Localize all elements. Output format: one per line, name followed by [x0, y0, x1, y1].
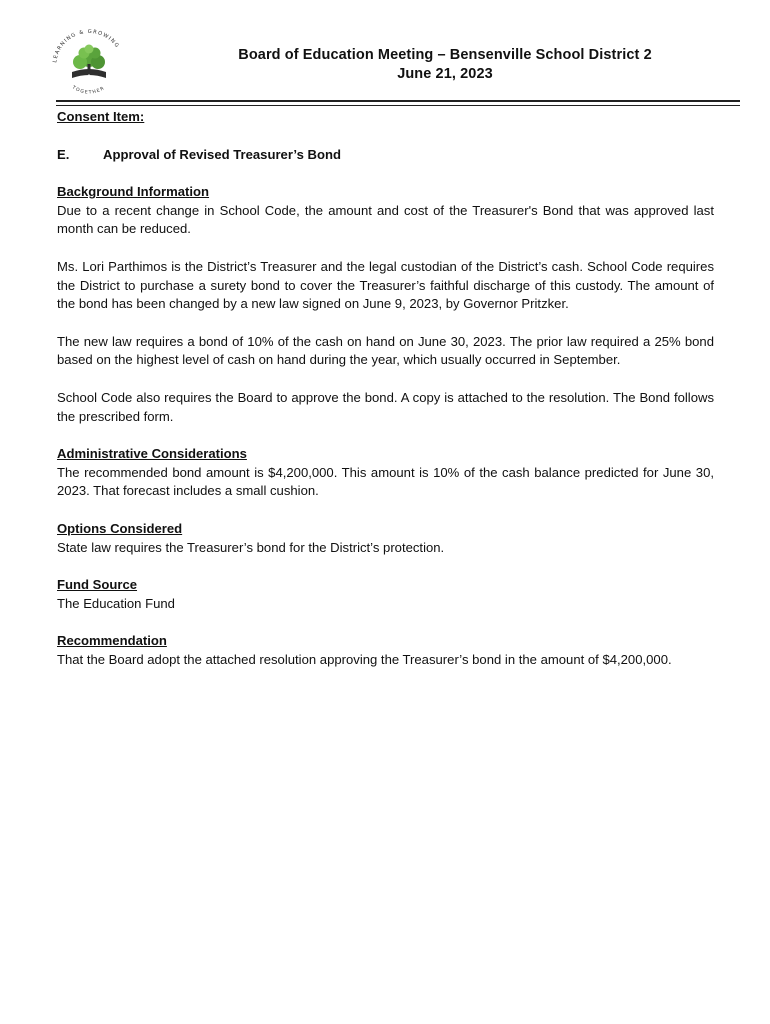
recommendation-paragraph: That the Board adopt the attached resolution approving the Treasurer’s bond in the amount of $4,200,000.	[57, 651, 672, 667]
tree-icon	[72, 45, 106, 81]
background-paragraph-1: Due to a recent change in School Code, the amount and cost of the Treasurer's Bond that was approved last month can be reduced.	[57, 202, 714, 237]
district-logo	[46, 22, 132, 102]
admin-heading: Administrative Considerations	[57, 446, 247, 462]
meeting-date: June 21, 2023	[397, 66, 493, 82]
options-paragraph: State law requires the Treasurer’s bond for the District’s protection.	[57, 539, 445, 555]
meeting-title: Board of Education Meeting – Bensenville School District 2	[238, 47, 652, 63]
admin-paragraph: The recommended bond amount is $4,200,000. This amount is 10% of the cash balance predicted for June 30, 2023. That forecast includes a small cushion.	[57, 464, 714, 499]
options-heading: Options Considered	[57, 520, 183, 536]
background-heading: Background Information	[57, 184, 210, 200]
item-letter: E.	[57, 146, 70, 162]
svg-text:TOGETHER	[70, 84, 106, 96]
consent-label: Consent Item:	[57, 109, 145, 124]
logo-top-text: LEARNING & GROWING	[52, 28, 121, 64]
document-header	[140, 46, 750, 84]
background-paragraph-2: Ms. Lori Parthimos is the District’s Treasurer and the legal custodian of the District’s cash. School Code requires the District to purchase a surety bond to cover the Treasurer’s faithful discharge of this custody. The amount of the bond has been changed by a new law signed on June 9, 2023, by Governor Pritzker.	[57, 258, 714, 312]
logo-bottom-text: TOGETHER	[70, 85, 107, 96]
fund-heading: Fund Source	[57, 577, 138, 593]
header-divider-thin	[56, 105, 740, 106]
document-body	[57, 108, 714, 669]
item-title: Approval of Revised Treasurer’s Bond	[103, 146, 341, 162]
agenda-item	[57, 146, 714, 165]
background-paragraph-4: School Code also requires the Board to approve the bond. A copy is attached to the resolution. The Bond follows the prescribed form.	[57, 389, 714, 424]
recommendation-heading: Recommendation	[57, 633, 167, 649]
background-paragraph-3: The new law requires a bond of 10% of the cash on hand on June 30, 2023. The prior law required a 25% bond based on the highest level of cash on hand during the year, which usually occurred in September.	[57, 333, 714, 368]
header-divider-thick	[56, 100, 740, 102]
fund-paragraph: The Education Fund	[57, 595, 175, 611]
